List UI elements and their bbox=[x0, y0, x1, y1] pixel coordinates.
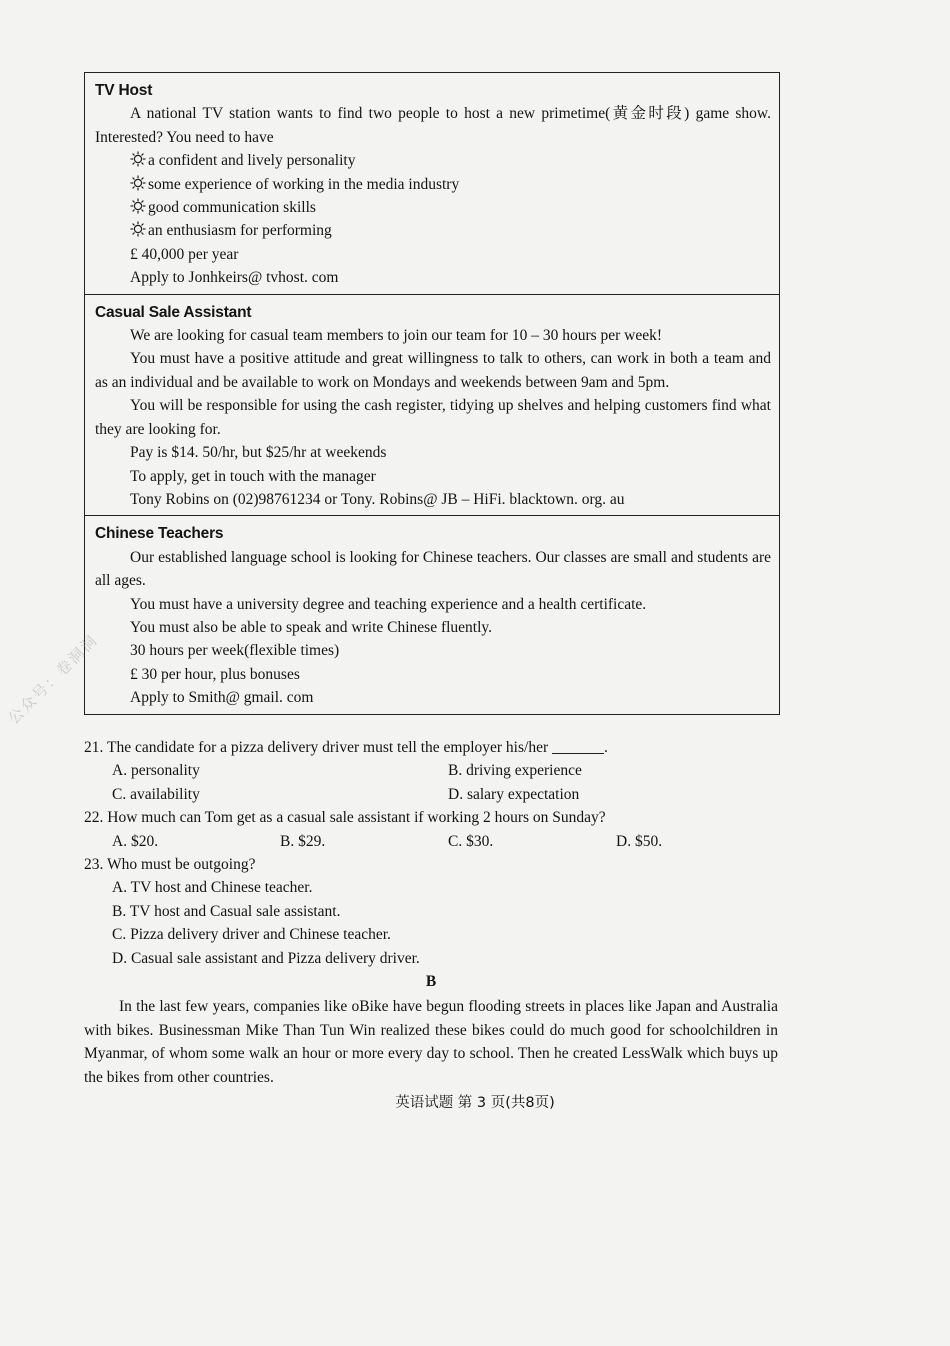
question-stem: 21. The candidate for a pizza delivery driver must tell the employer his/her bbox=[84, 739, 549, 756]
ad-apply: To apply, get in touch with the manager bbox=[130, 467, 376, 485]
page-footer: 英语试题 第 3 页(共8页) bbox=[395, 1095, 555, 1111]
requirement-item bbox=[95, 173, 771, 196]
requirement-text: some experience of working in the media industry bbox=[148, 175, 460, 193]
option-c: C. $30. bbox=[448, 832, 494, 850]
requirement-item bbox=[95, 196, 771, 219]
ad-paragraph: You will be responsible for using the cash register, tidying up shelves and helping customers find what they are looking for. bbox=[95, 397, 771, 438]
ad-line: 30 hours per week(flexible times) bbox=[130, 642, 340, 660]
ad-paragraph: Our established language school is looking for Chinese teachers. Our classes are small and students are all ages. bbox=[95, 548, 771, 590]
sun-bullet-icon bbox=[130, 219, 148, 242]
ad-pay: £ 40,000 per year bbox=[130, 245, 239, 263]
section-b-label: B bbox=[425, 973, 437, 991]
ad-line: £ 30 per hour, plus bonuses bbox=[130, 665, 300, 683]
option-c: C. Pizza delivery driver and Chinese teacher. bbox=[112, 926, 391, 944]
ad-title: TV Host bbox=[95, 82, 153, 99]
question-22: 22. How much can Tom get as a casual sale assistant if working 2 hours on Sunday? bbox=[84, 809, 606, 827]
option-c: C. availability bbox=[112, 785, 200, 803]
question-21 bbox=[84, 736, 784, 759]
requirement-text: an enthusiasm for performing bbox=[148, 222, 332, 240]
ad-tv-host bbox=[85, 73, 779, 294]
ad-casual-sale bbox=[85, 294, 779, 516]
option-a: A. personality bbox=[112, 762, 200, 780]
answer-blank bbox=[552, 739, 604, 754]
sun-bullet-icon bbox=[130, 173, 148, 196]
question-23: 23. Who must be outgoing? bbox=[84, 856, 256, 874]
ad-pay: Pay is $14. 50/hr, but $25/hr at weekends bbox=[130, 444, 387, 462]
ad-title: Chinese Teachers bbox=[95, 525, 224, 543]
ad-title: Casual Sale Assistant bbox=[95, 303, 252, 321]
option-d: D. $50. bbox=[616, 832, 663, 850]
option-b: B. driving experience bbox=[448, 762, 582, 780]
passage-b: In the last few years, companies like oBike have begun flooding streets in places like Japan and Australia with bikes. Businessman Mike Than Tun Win realized these bikes could do much good for schoolchildren in Myanmar, of whom some walk an hour or more every day to school. Then he created LessWalk which buys up the bikes from other countries. bbox=[84, 998, 778, 1086]
requirement-text: a confident and lively personality bbox=[148, 152, 356, 170]
ad-chinese-teachers bbox=[85, 515, 779, 713]
option-d: D. salary expectation bbox=[448, 785, 580, 803]
ad-line: You must have a university degree and teaching experience and a health certificate. bbox=[130, 595, 647, 613]
option-b: B. $29. bbox=[280, 832, 326, 850]
options-row bbox=[84, 830, 784, 853]
option-b: B. TV host and Casual sale assistant. bbox=[112, 902, 341, 920]
ad-line: You must also be able to speak and write Chinese fluently. bbox=[130, 618, 493, 636]
ad-apply: Apply to Jonhkeirs@ tvhost. com bbox=[130, 269, 339, 287]
ad-paragraph: You must have a positive attitude and great willingness to talk to others, can work in both a team and as an individual and be available to work on Mondays and weekends between 9am and 5pm. bbox=[95, 350, 771, 391]
requirement-item bbox=[95, 219, 771, 242]
questions-section bbox=[84, 736, 784, 1089]
ad-contact: Tony Robins on (02)98761234 or Tony. Robins@ JB – HiFi. blacktown. org. au bbox=[130, 490, 625, 508]
options-row bbox=[84, 783, 784, 806]
job-ads-box bbox=[84, 72, 780, 715]
option-a: A. $20. bbox=[112, 832, 159, 850]
option-d: D. Casual sale assistant and Pizza delivery driver. bbox=[112, 949, 420, 967]
ad-apply: Apply to Smith@ gmail. com bbox=[130, 689, 314, 707]
requirement-text: good communication skills bbox=[148, 199, 316, 217]
ad-paragraph: We are looking for casual team members to join our team for 10 – 30 hours per week! bbox=[130, 327, 663, 345]
watermark: 公众号：卷洞洞 bbox=[4, 630, 102, 728]
requirement-item bbox=[95, 149, 771, 172]
option-a: A. TV host and Chinese teacher. bbox=[112, 879, 313, 897]
sun-bullet-icon bbox=[130, 196, 148, 219]
sun-bullet-icon bbox=[130, 149, 148, 172]
question-end: . bbox=[604, 739, 608, 756]
options-row bbox=[84, 759, 784, 782]
ad-intro: A national TV station wants to find two people to host a new primetime(黄金时段) game show. Interested? You need to have bbox=[95, 105, 771, 146]
